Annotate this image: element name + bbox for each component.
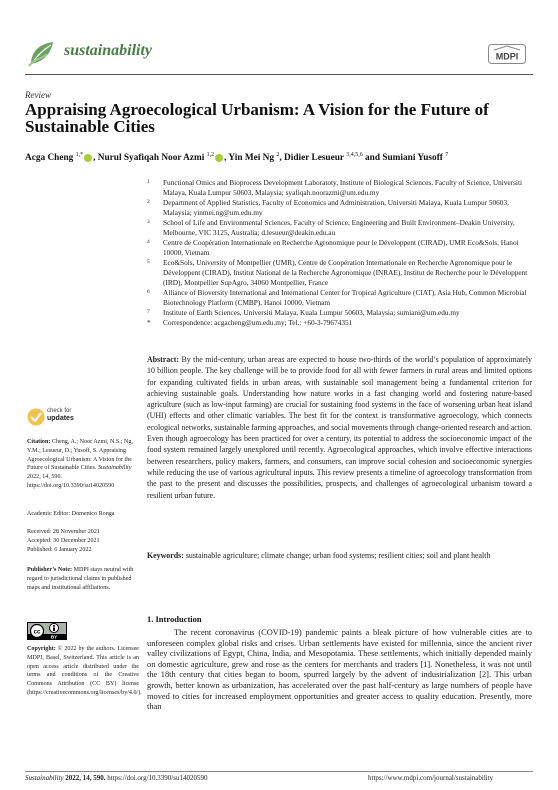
keywords-text: sustainable agriculture; climate change; urban food systems; resilient cities; soil and plant health — [185, 551, 491, 560]
published-date: Published: 6 January 2022 — [27, 546, 92, 553]
mdpi-logo-text: MDPI — [495, 51, 519, 62]
publisher-note — [27, 566, 139, 592]
mdpi-logo-icon[interactable] — [488, 44, 526, 64]
author-affiliation-sup: 1,* — [75, 152, 84, 158]
affiliation-text: Department of Applied Statistics, Faculty of Economics and Administration, Universiti Malaya, Kuala Lumpur 50603, Malaysia; yinmei.ng@um.edu.my — [163, 198, 509, 217]
footer-rule — [25, 771, 533, 772]
sustainability-logo-icon — [27, 38, 59, 68]
affiliation-text: School of Life and Environmental Sciences, Faculty of Science, Engineering and Built Environment–Deakin University, Melbourne, VIC 3125, Australia; d.lesueur@deakin.edu.au — [163, 218, 515, 237]
copyright-text: © 2022 by the authors. Licensee MDPI, Basel, Switzerland. This article is an open access article distributed under the terms and conditions of the Creative Commons Attribution (CC BY) license (https://creativecommons.org/licenses/by/4.0/). — [27, 646, 142, 696]
citation-doi-link[interactable]: https://doi.org/10.3390/su14020590 — [27, 482, 115, 489]
cc-by-license-icon[interactable] — [27, 622, 67, 640]
abstract — [147, 354, 532, 501]
affiliation-text: Alliance of Bioversity International and International Center for Tropical Agriculture (CIAT), Asia Hub, Common Microbial Biotechnology Platform (CMBP), Hanoi 10000, Vietnam — [163, 288, 527, 307]
author-name[interactable]: Yin Mei Ng — [228, 153, 275, 164]
affiliation-item — [147, 308, 532, 318]
author-separator: and — [362, 153, 383, 164]
author-affiliation-sup: 7 — [445, 152, 449, 158]
check-updates-line2: updates — [47, 415, 74, 422]
author-affiliation-sup: 2 — [276, 152, 280, 158]
svg-text:BY: BY — [50, 634, 58, 640]
affiliation-item — [147, 238, 532, 258]
affiliation-item — [147, 198, 532, 218]
affiliation-number: 2 — [147, 199, 150, 205]
abstract-label: Abstract: — [147, 355, 179, 364]
abstract-text: By the mid-century, urban areas are expected to house two-thirds of the world’s population of approximately 10 billion people. The key challenge will be to provide food for all with fewer farmers in rural areas and limited options for expanding cultivated fields in urban areas, with sustainable soil management being a fundamental criterion for achieving sustainable goals. Understanding how nature works in a fast changing world and fostering nature-based agriculture (such as low-input farming) are crucial for sustaining food systems in the face of worsening urban heat island (UHI) effects and other climatic variables. The best fit for the context is transformative agroecology, which connects ecological networks, sustainable farming approaches, and social movements through change-oriented research and action. Even though agroecology has been practiced for over a century, its potential to address the socioeconomic impact of the food system remained largely unexplored until recently. Agroecological approaches, which involve effective interactions between researchers, policy makers, farmers, and consumers, can improve social cohesion and socioeconomic synergies while reducing the use of various agricultural inputs. This review presents a timeline of agroecology transformation from the past to the present and discusses the possibilities, prospects, and challenges of agroecological urbanism toward a resilient urban future. — [147, 355, 532, 500]
author-separator: , — [93, 153, 98, 164]
citation-label: Citation: — [27, 439, 51, 445]
section-heading-introduction: 1. Introduction — [147, 614, 202, 624]
academic-editor: Academic Editor: Domenico Ronga — [27, 511, 115, 517]
citation-text: Cheng, A.; Noor Azmi, N.S.; Ng, Y.M.; Lesueur, D.; Yusoff, S. Appraising Agroecological Urbanism: A Vision for the Future of Sustainable Cities. — [27, 439, 133, 472]
publisher-note-text: MDPI stays neutral with regard to jurisdictional claims in published maps and institutional affiliations. — [27, 567, 134, 591]
received-date: Received: 28 November 2021 — [27, 529, 100, 535]
orcid-icon[interactable] — [215, 154, 223, 162]
check-updates-line1: check for — [47, 408, 72, 414]
dates — [27, 528, 139, 554]
affiliation-item — [147, 178, 532, 198]
correspondence-text: Correspondence: acgacheng@um.edu.my; Tel.: +60-3-79674351 — [163, 318, 353, 327]
author-list — [25, 150, 535, 164]
affiliation-text: Eco&Sols, University of Montpellier (UMR), Centre de Coopération Internationale en Recherche Agronomique pour le Développent (CIRAD), Institut National de la Recherche Agronomique (INRAE), Institut de Recherche pour le Développent (IRD), Montpellier SupAgro, 34060 Montpellier, France — [163, 258, 528, 287]
footer-citation — [25, 774, 207, 782]
publisher-note-label: Publisher’s Note: — [27, 567, 73, 573]
copyright-label: Copyright: — [27, 646, 56, 652]
affiliation-number: 4 — [147, 239, 150, 245]
check-for-updates-icon — [27, 408, 45, 426]
keywords-label: Keywords: — [147, 551, 184, 560]
article-title: Appraising Agroecological Urbanism: A Vision for the Future of Sustainable Cities — [25, 100, 489, 136]
affiliation-number: 5 — [147, 259, 150, 265]
affiliation-number: 6 — [147, 289, 150, 295]
footer-volume: 2022, 14, 590. — [65, 774, 106, 782]
author-name[interactable]: Sumiani Yusoff — [382, 153, 443, 164]
keywords — [147, 550, 532, 561]
author-affiliation-sup: 3,4,5,6 — [346, 152, 363, 158]
affiliation-item — [147, 218, 532, 238]
affiliation-item — [147, 258, 532, 288]
copyright-block — [27, 645, 142, 698]
correspondence — [147, 318, 532, 328]
journal-name[interactable]: sustainability — [64, 42, 153, 59]
affiliation-text: Institute of Earth Sciences, Universiti Malaya, Kuala Lumpur 50603, Malaysia; sumiani@um.edu.my — [163, 308, 460, 317]
article-type: Review — [25, 90, 51, 100]
affiliation-number: 1 — [147, 179, 150, 185]
affiliations — [147, 178, 532, 328]
affiliation-text: Centre de Coopération Internationale en Recherche Agronomique pour le Développent (CIRAD), UMR Eco&Sols, Hanoi 10000, Vietnam — [163, 238, 519, 257]
header-rule — [25, 74, 533, 75]
author-separator: , — [224, 153, 229, 164]
citation-journal: Sustainability — [97, 465, 132, 472]
author-name[interactable]: Nurul Syafiqah Noor Azmi — [97, 153, 205, 164]
author-separator: , — [279, 153, 285, 164]
affiliation-number: 3 — [147, 219, 150, 225]
citation-volume: 2022, 14, 590. — [27, 474, 63, 481]
affiliation-item — [147, 288, 532, 308]
check-for-updates-button[interactable] — [27, 408, 87, 432]
affiliation-number: 7 — [147, 309, 150, 315]
footer-journal: Sustainability — [25, 774, 64, 782]
author-name[interactable]: Didier Lesueur — [284, 153, 344, 164]
citation-block — [27, 438, 139, 491]
svg-text:cc: cc — [33, 629, 41, 636]
footer-journal-url[interactable]: https://www.mdpi.com/journal/sustainability — [368, 774, 494, 782]
author-affiliation-sup: 1,2 — [206, 152, 215, 158]
affiliation-text: Functional Omics and Bioprocess Development Laboratoty, Institute of Biological Sciences, Faculty of Science, Universiti Malaya, Kuala Lumpur 50603, Malaysia; syafiqah.noorazmi@um.edu.my — [163, 178, 523, 197]
author-name[interactable]: Acga Cheng — [25, 153, 74, 164]
introduction-text: The recent coronavirus (COVID-19) pandemic paints a bleak picture of how vulnerable cities are to unforeseen complex global risks and crises. Urban settlements have existed for millennia, since the ancient river valley civilizations of Egypt, China, India, and Mesopotamia. These settlements, which initially depended mainly on domestic agriculture, grew and rose as the centers for merchants and traders [1]. Nonetheless, it was not until the 18th century that cities began to boom, spurred largely by the advent of industrialization [2]. This urban growth, better known as urbanization, has accelerated over the past half-century as large numbers of people have moved to cities for increased employment opportunities and greater access to quality education. Presently, more than — [147, 628, 532, 712]
correspondence-marker: * — [147, 318, 151, 327]
footer-doi-link[interactable]: https://doi.org/10.3390/su14020590 — [107, 774, 208, 782]
orcid-icon[interactable] — [84, 154, 92, 162]
accepted-date: Accepted: 30 December 2021 — [27, 537, 100, 544]
